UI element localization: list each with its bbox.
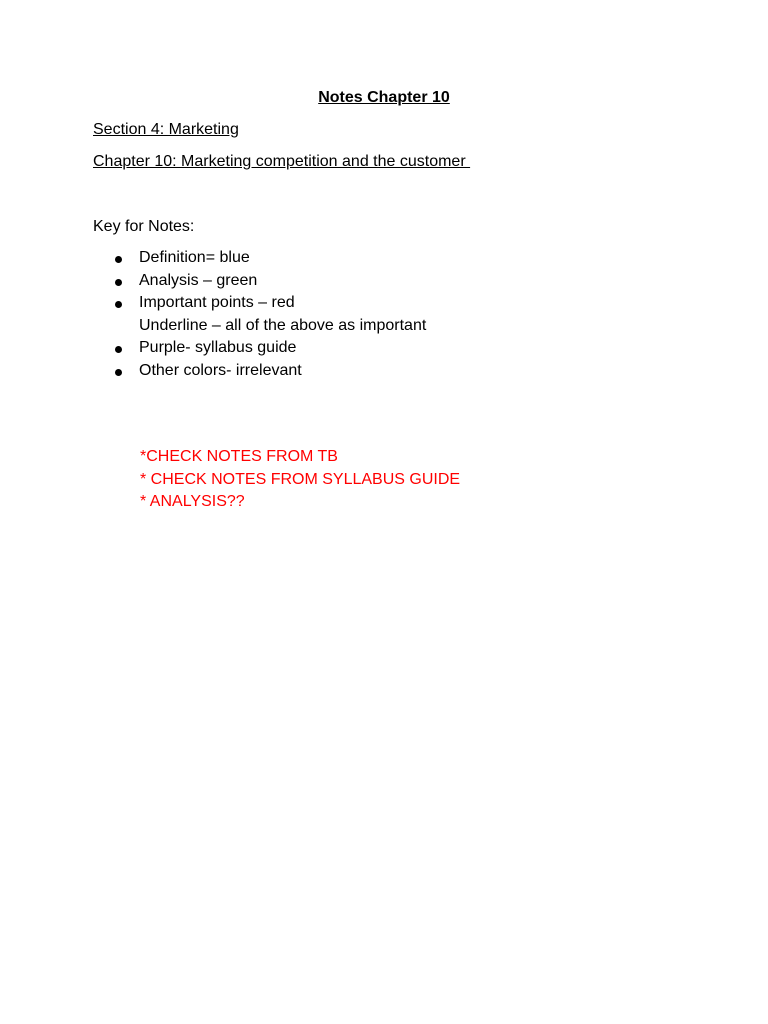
key-item-label: Underline – all of the above as important: [139, 316, 427, 334]
bullet-icon: [115, 346, 122, 353]
check-item-tb: *CHECK NOTES FROM TB: [140, 448, 338, 465]
key-item-purple: [93, 338, 426, 361]
check-item-syllabus: * CHECK NOTES FROM SYLLABUS GUIDE: [140, 470, 461, 488]
key-item-label: Purple- syllabus guide: [139, 339, 297, 356]
chapter-heading: Chapter 10: Marketing competition and the customer: [93, 153, 471, 170]
key-item-label: Analysis – green: [139, 271, 258, 289]
key-item-other: [93, 361, 426, 384]
bullet-icon: [115, 279, 122, 286]
key-list: [93, 248, 426, 383]
key-heading: Key for Notes:: [93, 218, 195, 235]
key-item-definition: [93, 248, 426, 271]
check-item-analysis: * ANALYSIS??: [140, 493, 245, 510]
bullet-icon: [115, 369, 122, 376]
section-heading: Section 4: Marketing: [93, 121, 239, 138]
bullet-icon: [115, 256, 122, 263]
check-notes-list: [140, 447, 460, 515]
key-item-important: [93, 293, 426, 316]
bullet-icon: [115, 301, 122, 308]
page-title: Notes Chapter 10: [318, 89, 450, 106]
key-item-label: Other colors- irrelevant: [139, 361, 302, 379]
key-item-label: Definition= blue: [139, 249, 250, 266]
key-item-analysis: [93, 271, 426, 294]
key-item-underline: [93, 316, 426, 339]
key-item-label: Important points – red: [139, 294, 295, 311]
